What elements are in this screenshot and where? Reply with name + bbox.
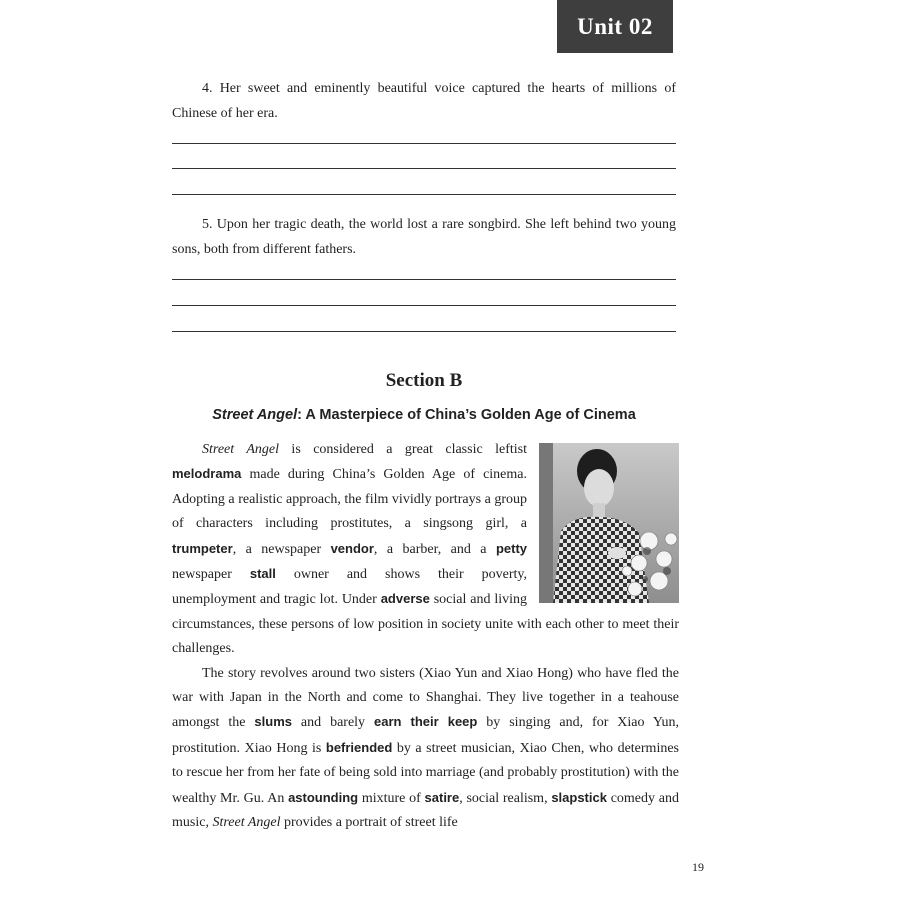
vocabulary-term: vendor [330, 540, 374, 556]
page-number: 19 [692, 860, 704, 874]
article-paragraph-2 [172, 662, 679, 836]
text-run: by singing and, for Xiao Yun, prostitution. Xiao Hong is [172, 715, 679, 756]
unit-badge [557, 0, 673, 53]
film-title: Street Angel [202, 442, 279, 457]
vocabulary-term: slums [254, 714, 292, 730]
text-run: , a newspaper [232, 541, 331, 557]
text-run: by a street musician, Xiao Chen, who determines to rescue her from her fate of being sold into marriage (and probably prostitution) with the wealthy Mr. Gu. An [172, 740, 679, 806]
vocabulary-term: trumpeter [172, 540, 233, 556]
vocabulary-term: melodrama [172, 466, 242, 482]
text-run: provides a portrait of street life [280, 815, 458, 831]
article-title-film-name: Street Angel [212, 407, 298, 423]
exercise-item-text: 4. Her sweet and eminently beautiful voice captured the hearts of millions of Chinese of her era. [172, 81, 676, 121]
text-run: comedy and music, [172, 790, 679, 831]
text-run: mixture of [358, 790, 425, 806]
film-title: Street Angel [212, 815, 281, 831]
answer-line[interactable] [172, 143, 676, 144]
exercise-item-5 [172, 212, 676, 262]
answer-line[interactable] [172, 305, 676, 306]
exercise-item-4 [172, 76, 676, 126]
text-run: social and living circumstances, these persons of low position in society unite with each other to meet their challenges. [172, 592, 679, 657]
article-title-subtitle: : A Masterpiece of China’s Golden Age of Cinema [297, 407, 636, 423]
vocabulary-term: petty [495, 540, 527, 556]
text-run: owner and shows their poverty, unemployment and tragic lot. Under [172, 567, 528, 608]
answer-line[interactable] [172, 331, 676, 332]
vocabulary-term: stall [249, 566, 276, 582]
vocabulary-term: befriended [325, 739, 393, 755]
article-title [172, 407, 676, 423]
answer-line[interactable] [172, 168, 676, 169]
exercise-item-text: 5. Upon her tragic death, the world lost a rare songbird. She left behind two young sons, both from different fathers. [172, 217, 676, 257]
text-run: , social realism, [459, 790, 552, 806]
film-still-photo [539, 443, 679, 603]
unit-label: Unit 02 [577, 13, 653, 39]
vocabulary-term: slapstick [551, 789, 607, 805]
section-title: Section B [385, 370, 463, 391]
text-run: , a barber, and a [373, 541, 496, 557]
answer-line[interactable] [172, 279, 676, 280]
vocabulary-term: earn their keep [374, 714, 478, 730]
film-still-illustration [539, 443, 679, 603]
vocabulary-term: adverse [380, 591, 430, 607]
article-body [172, 438, 679, 836]
text-run: and barely [292, 715, 374, 731]
vocabulary-term: satire [424, 789, 460, 805]
vocabulary-term: astounding [288, 789, 359, 805]
text-run: newspaper [172, 567, 250, 583]
answer-line[interactable] [172, 194, 676, 195]
text-run: made during China’s Golden Age of cinema. Adopting a realistic approach, the film vividly portrays a group of characters including prostitutes, a singsong girl, a [172, 467, 527, 532]
text-run: is considered a great classic leftist [278, 442, 527, 457]
text-run: The story revolves around two sisters (Xiao Yun and Xiao Hong) who have fled the war with Japan in the North and come to Shanghai. They live together in a teahouse amongst the [172, 665, 679, 731]
